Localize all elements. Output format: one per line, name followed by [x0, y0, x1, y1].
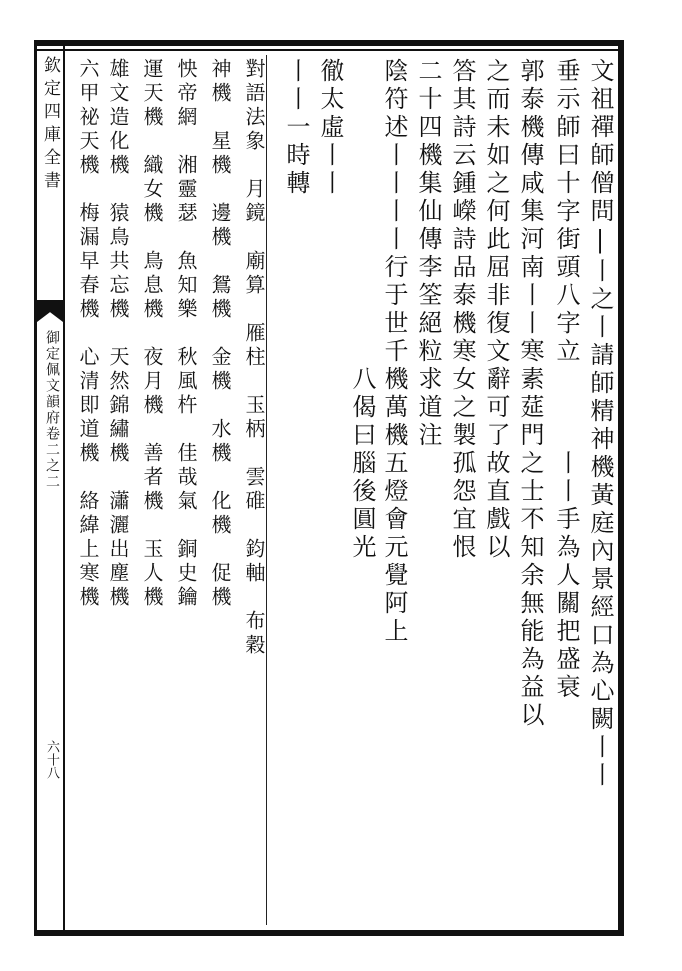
spine-border	[63, 46, 65, 932]
text-column: 對語法象 月鏡 廟算 雁柱 玉柄 雲碓 鈞軸 布穀	[242, 58, 266, 658]
top-border	[34, 40, 624, 46]
spine-subtitle: 御定佩文韻府卷二之二	[44, 330, 60, 490]
text-column: 二十四機集仙傳李筌絕粒求道注	[414, 58, 442, 450]
right-border	[618, 40, 624, 936]
text-column: 垂示師曰十字街頭八字立 丨丨手為人關把盛衰	[552, 58, 580, 702]
text-column: 丨丨一時轉	[282, 58, 310, 198]
fishtail-mark	[37, 300, 63, 322]
top-border-inner	[34, 49, 624, 51]
text-column: 雄文造化機 猿鳥共忘機 天然錦繡機 瀟灑出塵機	[106, 58, 130, 610]
text-column: 神機 星機 邊機 鴛機 金機 水機 化機 促機	[208, 58, 232, 610]
text-column: 之而未如之何此屈非復文辭可了故直戲以	[482, 58, 510, 562]
text-column: 怏帝網 湘靈瑟 魚知樂 秋風杵 佳哉氣 銅史鑰	[174, 58, 198, 610]
text-column: 運天機 織女機 鳥息機 夜月機 善者機 玉人機	[140, 58, 164, 610]
text-column: 六甲祕天機 梅漏早春機 心清即道機 絡緯上寒機	[76, 58, 100, 610]
text-column: 郭泰機傳咸集河南丨丨寒素莚門之士不知余無能為益以	[516, 58, 544, 730]
bottom-border	[34, 930, 624, 936]
text-column: 八偈曰腦後圓光	[348, 58, 376, 562]
page-number: 六十八	[44, 740, 59, 779]
text-column: 陰符述丨丨丨丨行于世千機萬機五燈會元覺阿上	[380, 58, 408, 646]
text-column: 徹太虛丨丨	[316, 58, 344, 198]
spine-title: 欽定四庫全書	[40, 56, 60, 194]
text-column: 文祖禪師僧問|丨之丨請師精神機黃庭內景經口為心闕丨丨	[586, 58, 614, 790]
text-column: 答其詩云鍾嶸詩品泰機寒女之製孤怨宜恨	[448, 58, 476, 562]
